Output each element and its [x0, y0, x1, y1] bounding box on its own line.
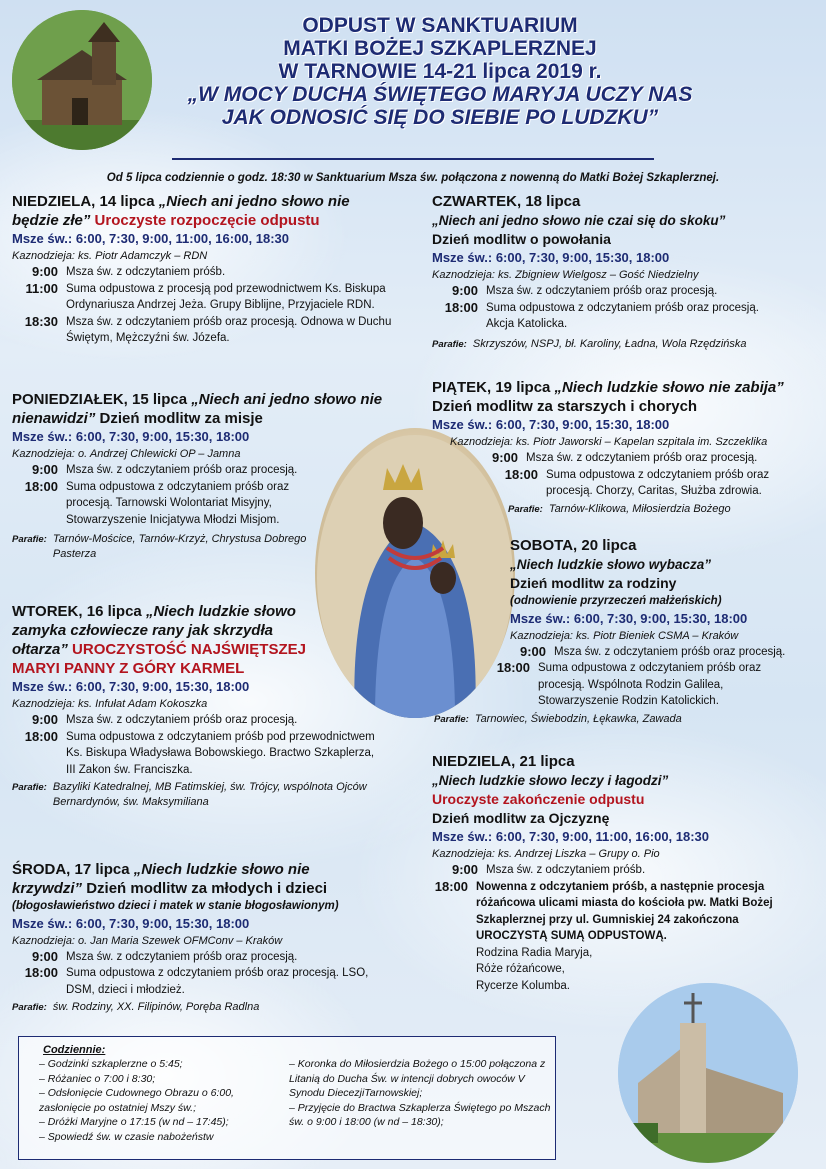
day-17 [12, 860, 412, 1015]
wooden-church-photo [12, 10, 152, 150]
daily-item: – Godzinki szkaplerzne o 5:45; [39, 1058, 183, 1070]
schedule-item: 9:00 Msza św. z odczytaniem próśb oraz procesją. [31, 712, 298, 727]
schedule-item: 18:00 Nowenna z odczytaniem próśb, a następnie procesja różańcowa ulicami miasta do kościoła pw. Matki Bożej Szkaplerznej przy ul. Gumniskiej 24 zakończona UROCZYSTĄ SUMĄ ODPUSTOWĄ. [434, 878, 773, 942]
schedule-item: 9:00 Msza św. z odczytaniem próśb. [31, 264, 226, 279]
schedule-item: 18:00 Suma odpustowa z odczytaniem próśb oraz procesją. LSO, DSM, dzieci i młodzież. [24, 965, 369, 996]
title-divider [172, 158, 654, 160]
day-quote: „Niech ludzkie słowo leczy i łagodzi” [432, 773, 669, 788]
day-heading: NIEDZIELA, 14 lipca „Niech ani jedno słowo nie będzie złe” Uroczyste rozpoczęcie odpustu [12, 193, 350, 229]
title-motto: „W MOCY DUCHA ŚWIĘTEGO MARYJA UCZY NAS [187, 83, 693, 106]
day-subtitle-red: Uroczyste zakończenie odpustu [432, 791, 645, 807]
modern-church-photo [618, 983, 798, 1163]
daily-item: – Koronka do Miłosierdzia Bożego o 15:00 połączona z Litanią do Ducha Św. w intencji dobrych owoców V Synodu DiecezjiTarnowskiej; [289, 1058, 546, 1099]
day-subtitle: Dzień modlitw za rodziny [510, 575, 677, 591]
day-heading: ŚRODA, 17 lipca „Niech ludzkie słowo nie krzywdzi” Dzień modlitw za młodych i dzieci [12, 861, 328, 897]
title-line: W TARNOWIE 14-21 lipca 2019 r. [278, 60, 602, 83]
mass-times: Msze św.: 6:00, 7:30, 9:00, 11:00, 16:00, 18:30 [432, 829, 710, 844]
schedule-item: 18:00 Suma odpustowa z odczytaniem próśb pod przewodnictwem Ks. Biskupa Władysława Bobowskiego. Bractwo Szkaplerza, III Zakon św. Franciszka. [24, 728, 375, 776]
daily-schedule-box [18, 1036, 556, 1160]
daily-item: – Różaniec o 7:00 i 8:30; [39, 1072, 156, 1085]
preacher: Kaznodzieja: ks. Zbigniew Wielgosz – Gość Niedzielny [432, 269, 699, 281]
day-20 [434, 536, 810, 727]
schedule-item: 9:00 Msza św. z odczytaniem próśb oraz procesją. [31, 462, 298, 477]
day-subtitle: Dzień modlitw za Ojczyznę [432, 810, 610, 826]
title-motto: JAK ODNOSIĆ SIĘ DO SIEBIE PO LUDZKU” [221, 106, 659, 129]
day-16 [12, 602, 375, 810]
title-line: ODPUST W SANKTUARIUM [302, 14, 578, 37]
preacher: Kaznodzieja: o. Jan Maria Szewek OFMConv – Kraków [12, 934, 283, 947]
day-quote: „Niech ani jedno słowo nie czai się do skoku” [432, 213, 726, 228]
day-heading: NIEDZIELA, 21 lipca [432, 753, 575, 770]
mass-times: Msze św.: 6:00, 7:30, 9:00, 15:30, 18:00 [12, 679, 250, 694]
page-title [160, 14, 720, 129]
mass-times: Msze św.: 6:00, 7:30, 9:00, 11:00, 16:00, 18:30 [12, 231, 290, 246]
schedule-item: 9:00 Msza św. z odczytaniem próśb. [451, 862, 646, 877]
preacher: Kaznodzieja: ks. Infułat Adam Kokoszka [12, 698, 208, 710]
schedule-item: 18:30 Msza św. z odczytaniem próśb oraz procesją. Odnowa w Duchu Świętym, Mężczyźni św. Józefa. [24, 313, 392, 344]
day-21 [432, 752, 812, 994]
preacher: Kaznodzieja: ks. Piotr Bieniek CSMA – Kraków [510, 629, 739, 642]
daily-column-right [289, 1057, 551, 1130]
schedule-item: 9:00 Msza św. z odczytaniem próśb oraz procesją. [31, 948, 298, 964]
title-line: MATKI BOŻEJ SZKAPLERZNEJ [283, 37, 597, 60]
mass-times: Msze św.: 6:00, 7:30, 9:00, 15:30, 18:00 [432, 417, 670, 432]
mass-times: Msze św.: 6:00, 7:30, 9:00, 15:30, 18:00 [12, 429, 250, 444]
preacher: Kaznodzieja: o. Andrzej Chlewicki OP – Jamna [12, 448, 241, 460]
day-note: (błogosławieństwo dzieci i matek w stanie błogosławionym) [12, 900, 339, 912]
schedule-item: 18:00 Suma odpustowa z odczytaniem próśb oraz procesją. Wspólnota Rodzin Galilea, Stowarzyszenie Rodzin Katolickich. [496, 660, 762, 707]
daily-item: – Odsłonięcie Cudownego Obrazu o 6:00, zasłonięcie po ostatniej Mszy św.; [39, 1087, 234, 1114]
daily-item: – Dróżki Maryjne o 17:15 (w nd – 17:45); [39, 1116, 229, 1128]
mass-times: Msze św.: 6:00, 7:30, 9:00, 15:30, 18:00 [12, 915, 250, 931]
day-heading: WTOREK, 16 lipca „Niech ludzkie słowo zamyka człowiecze rany jak skrzydła ołtarza” UROCZYSTOŚĆ NAJŚWIĘTSZEJ MARYI PANNY Z GÓRY KARMEL [12, 603, 306, 677]
group-item: Rycerze Kolumba. [476, 979, 570, 992]
daily-item: – Przyjęcie do Bractwa Szkaplerza Świętego po Mszach św. o 9:00 i 18:00 (w nd – 18:30); [289, 1101, 551, 1128]
schedule-item: 18:00 Suma odpustowa z odczytaniem próśb oraz procesją. Akcja Katolicka. [444, 299, 759, 330]
parishes: Parafie: Tarnów-Klikowa, Miłosierdzia Bożego [508, 502, 731, 515]
intro-text: Od 5 lipca codziennie o godz. 18:30 w Sanktuarium Msza św. połączona z nowenną do Matki Bożej Szkaplerznej. [106, 172, 720, 184]
day-19 [432, 378, 792, 517]
schedule-item: 9:00 Msza św. z odczytaniem próśb oraz procesją. [451, 283, 718, 298]
parishes: Parafie: Tarnowiec, Świebodzin, Łękawka, Zawada [434, 712, 682, 725]
day-note: (odnowienie przyrzeczeń małżeńskich) [510, 595, 722, 607]
mass-times: Msze św.: 6:00, 7:30, 9:00, 15:30, 18:00 [510, 610, 748, 626]
day-heading: CZWARTEK, 18 lipca [432, 193, 581, 210]
day-heading: PIĄTEK, 19 lipca „Niech ludzkie słowo nie zabija” Dzień modlitw za starszych i chorych [432, 379, 784, 415]
daily-column-left [39, 1057, 279, 1144]
schedule-item: 9:00 Msza św. z odczytaniem próśb oraz procesją. [491, 450, 758, 465]
day-heading: SOBOTA, 20 lipca [510, 537, 637, 554]
parishes: Parafie: Tarnów-Mościce, Tarnów-Krzyż, Chrystusa Dobrego Pasterza [12, 533, 307, 560]
day-14 [12, 192, 392, 347]
preacher: Kaznodzieja: ks. Piotr Jaworski – Kapelan szpitala im. Szczeklika [450, 436, 768, 448]
parishes: Parafie: Bazyliki Katedralnej, MB Fatimskiej, św. Trójcy, wspólnota Ojców Bernardynów, św. Maksymiliana [12, 781, 367, 808]
daily-heading: Codziennie: [43, 1044, 106, 1056]
daily-item: – Spowiedź św. w czasie nabożeństw [39, 1130, 214, 1143]
preacher: Kaznodzieja: ks. Andrzej Liszka – Grupy o. Pio [432, 848, 660, 860]
schedule-item: 18:00 Suma odpustowa z odczytaniem próśb oraz procesją. Tarnowski Wolontariat Misyjny, Stowarzyszenie Inicjatywa Młodzi Misjom. [24, 478, 290, 526]
parishes: Parafie: św. Rodziny, XX. Filipinów, Poręba Radlna [12, 1001, 260, 1013]
group-item: Róże różańcowe, [476, 963, 565, 975]
mass-times: Msze św.: 6:00, 7:30, 9:00, 15:30, 18:00 [432, 250, 670, 265]
day-subtitle: Dzień modlitw o powołania [432, 231, 611, 247]
preacher: Kaznodzieja: ks. Piotr Adamczyk – RDN [12, 250, 208, 262]
schedule-item: 11:00 Suma odpustowa z procesją pod przewodnictwem Ks. Biskupa Ordynariusza Andrzej Jeża. Grupy Biblijne, Przyjaciele RDN. [25, 280, 386, 311]
day-15 [12, 390, 392, 562]
group-item: Rodzina Radia Maryja, [476, 946, 593, 959]
groups-list [432, 945, 812, 995]
day-heading: PONIEDZIAŁEK, 15 lipca „Niech ani jedno słowo nie nienawidzi” Dzień modlitw za misje [12, 391, 383, 427]
day-quote: „Niech ludzkie słowo wybacza” [510, 557, 712, 572]
parishes: Parafie: Skrzyszów, NSPJ, bł. Karoliny, Ładna, Wola Rzędzińska [432, 337, 747, 350]
schedule-item: 18:00 Suma odpustowa z odczytaniem próśb oraz procesją. Chorzy, Caritas, Służba zdrowia. [504, 466, 770, 497]
day-18 [432, 192, 812, 352]
schedule-item: 9:00 Msza św. z odczytaniem próśb oraz procesją. [519, 643, 786, 659]
